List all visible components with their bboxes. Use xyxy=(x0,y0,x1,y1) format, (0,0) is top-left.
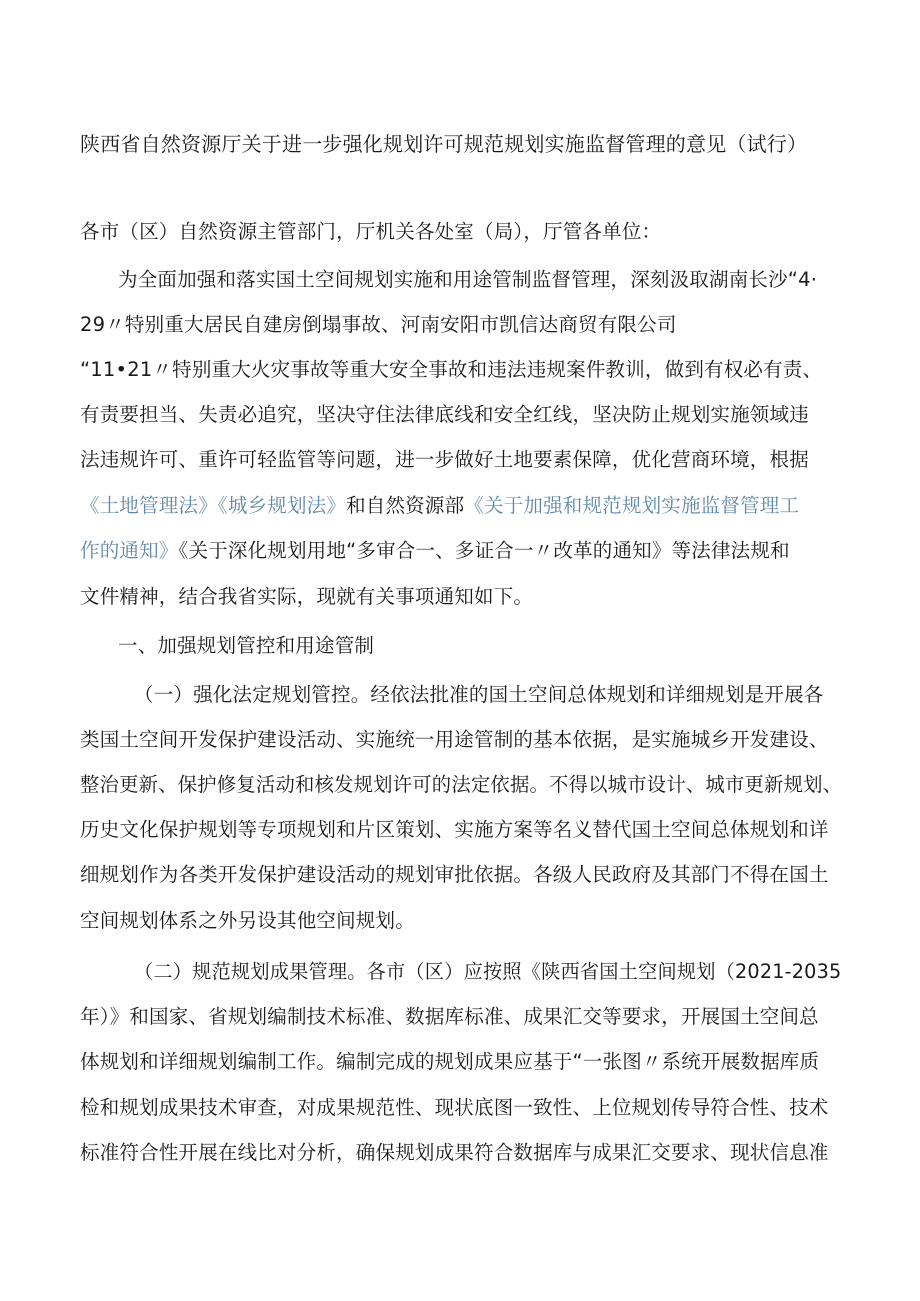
intro-line-1: 为全面加强和落实国土空间规划实施和用途管制监督管理，深刻汲取湖南长沙“4· xyxy=(118,268,818,291)
intro-line-6 xyxy=(80,494,799,518)
para2-line-3: 体规划和详细规划编制工作。编制完成的规划成果应基于“一张图〃系统开展数据库质 xyxy=(80,1050,820,1073)
section-1-heading: 一、加强规划管控和用途管制 xyxy=(118,634,375,657)
notice-reference-link-cont[interactable]: 作的通知》 xyxy=(80,539,179,562)
para2-line-1: （二）规范规划成果管理。各市（区）应按照《陕西省国土空间规划（2021-2035 xyxy=(134,960,842,983)
intro-line-3: “11•21〃特别重大火灾事故等重大安全事故和违法违规案件教训，做到有权必有责、 xyxy=(80,358,823,381)
para1-line-3: 整治更新、保护修复活动和核发规划许可的法定依据。不得以城市设计、城市更新规划、 xyxy=(80,773,843,796)
para2-line-4: 检和规划成果技术审查，对成果规范性、现状底图一致性、上位规划传导符合性、技术 xyxy=(80,1096,829,1119)
intro-line-7-text: 《关于深化规划用地“多审合一、多证合一〃改革的通知》等法律法规和 xyxy=(178,539,790,562)
para1-line-2: 类国土空间开发保护建设活动、实施统一用途管制的基本依据，是实施城乡开发建设、 xyxy=(80,728,829,751)
intro-line-8: 文件精神，结合我省实际，现就有关事项通知如下。 xyxy=(80,585,534,608)
intro-line-6-text: 和自然资源部 xyxy=(346,494,465,517)
para1-line-5: 细规划作为各类开发保护建设活动的规划审批依据。各级人民政府及其部门不得在国土 xyxy=(80,863,829,886)
notice-reference-link[interactable]: 《关于加强和规范规划实施监督管理工 xyxy=(464,494,800,517)
document-title: 陕西省自然资源厅关于进一步强化规划许可规范规划实施监督管理的意见（试行） xyxy=(80,132,808,156)
intro-line-4: 有责要担当、失责必追究，坚决守住法律底线和安全红线，坚决防止规划实施领域违 xyxy=(80,403,809,426)
intro-line-2: 29〃特别重大居民自建房倒塌事故、河南安阳市凯信达商贸有限公司 xyxy=(80,313,677,336)
intro-line-7 xyxy=(80,539,790,563)
salutation: 各市（区）自然资源主管部门，厅机关各处室（局），厅管各单位： xyxy=(80,220,662,243)
para2-line-2: 年）》和国家、省规划编制技术标准、数据库标准、成果汇交等要求，开展国土空间总 xyxy=(80,1005,819,1028)
law-reference-link[interactable]: 《土地管理法》《城乡规划法》 xyxy=(80,494,347,517)
para1-line-4: 历史文化保护规划等专项规划和片区策划、实施方案等名义替代国土空间总体规划和详 xyxy=(80,818,829,841)
para1-line-6: 空间规划体系之外另设其他空间规划。 xyxy=(80,909,415,932)
para2-line-5: 标准符合性开展在线比对分析，确保规划成果符合数据库与成果汇交要求、现状信息准 xyxy=(80,1141,829,1164)
intro-line-5: 法违规许可、重许可轻监管等问题，进一步做好土地要素保障，优化营商环境，根据 xyxy=(80,448,809,471)
para1-line-1: （一）强化法定规划管控。经依法批准的国土空间总体规划和详细规划是开展各 xyxy=(134,683,824,706)
